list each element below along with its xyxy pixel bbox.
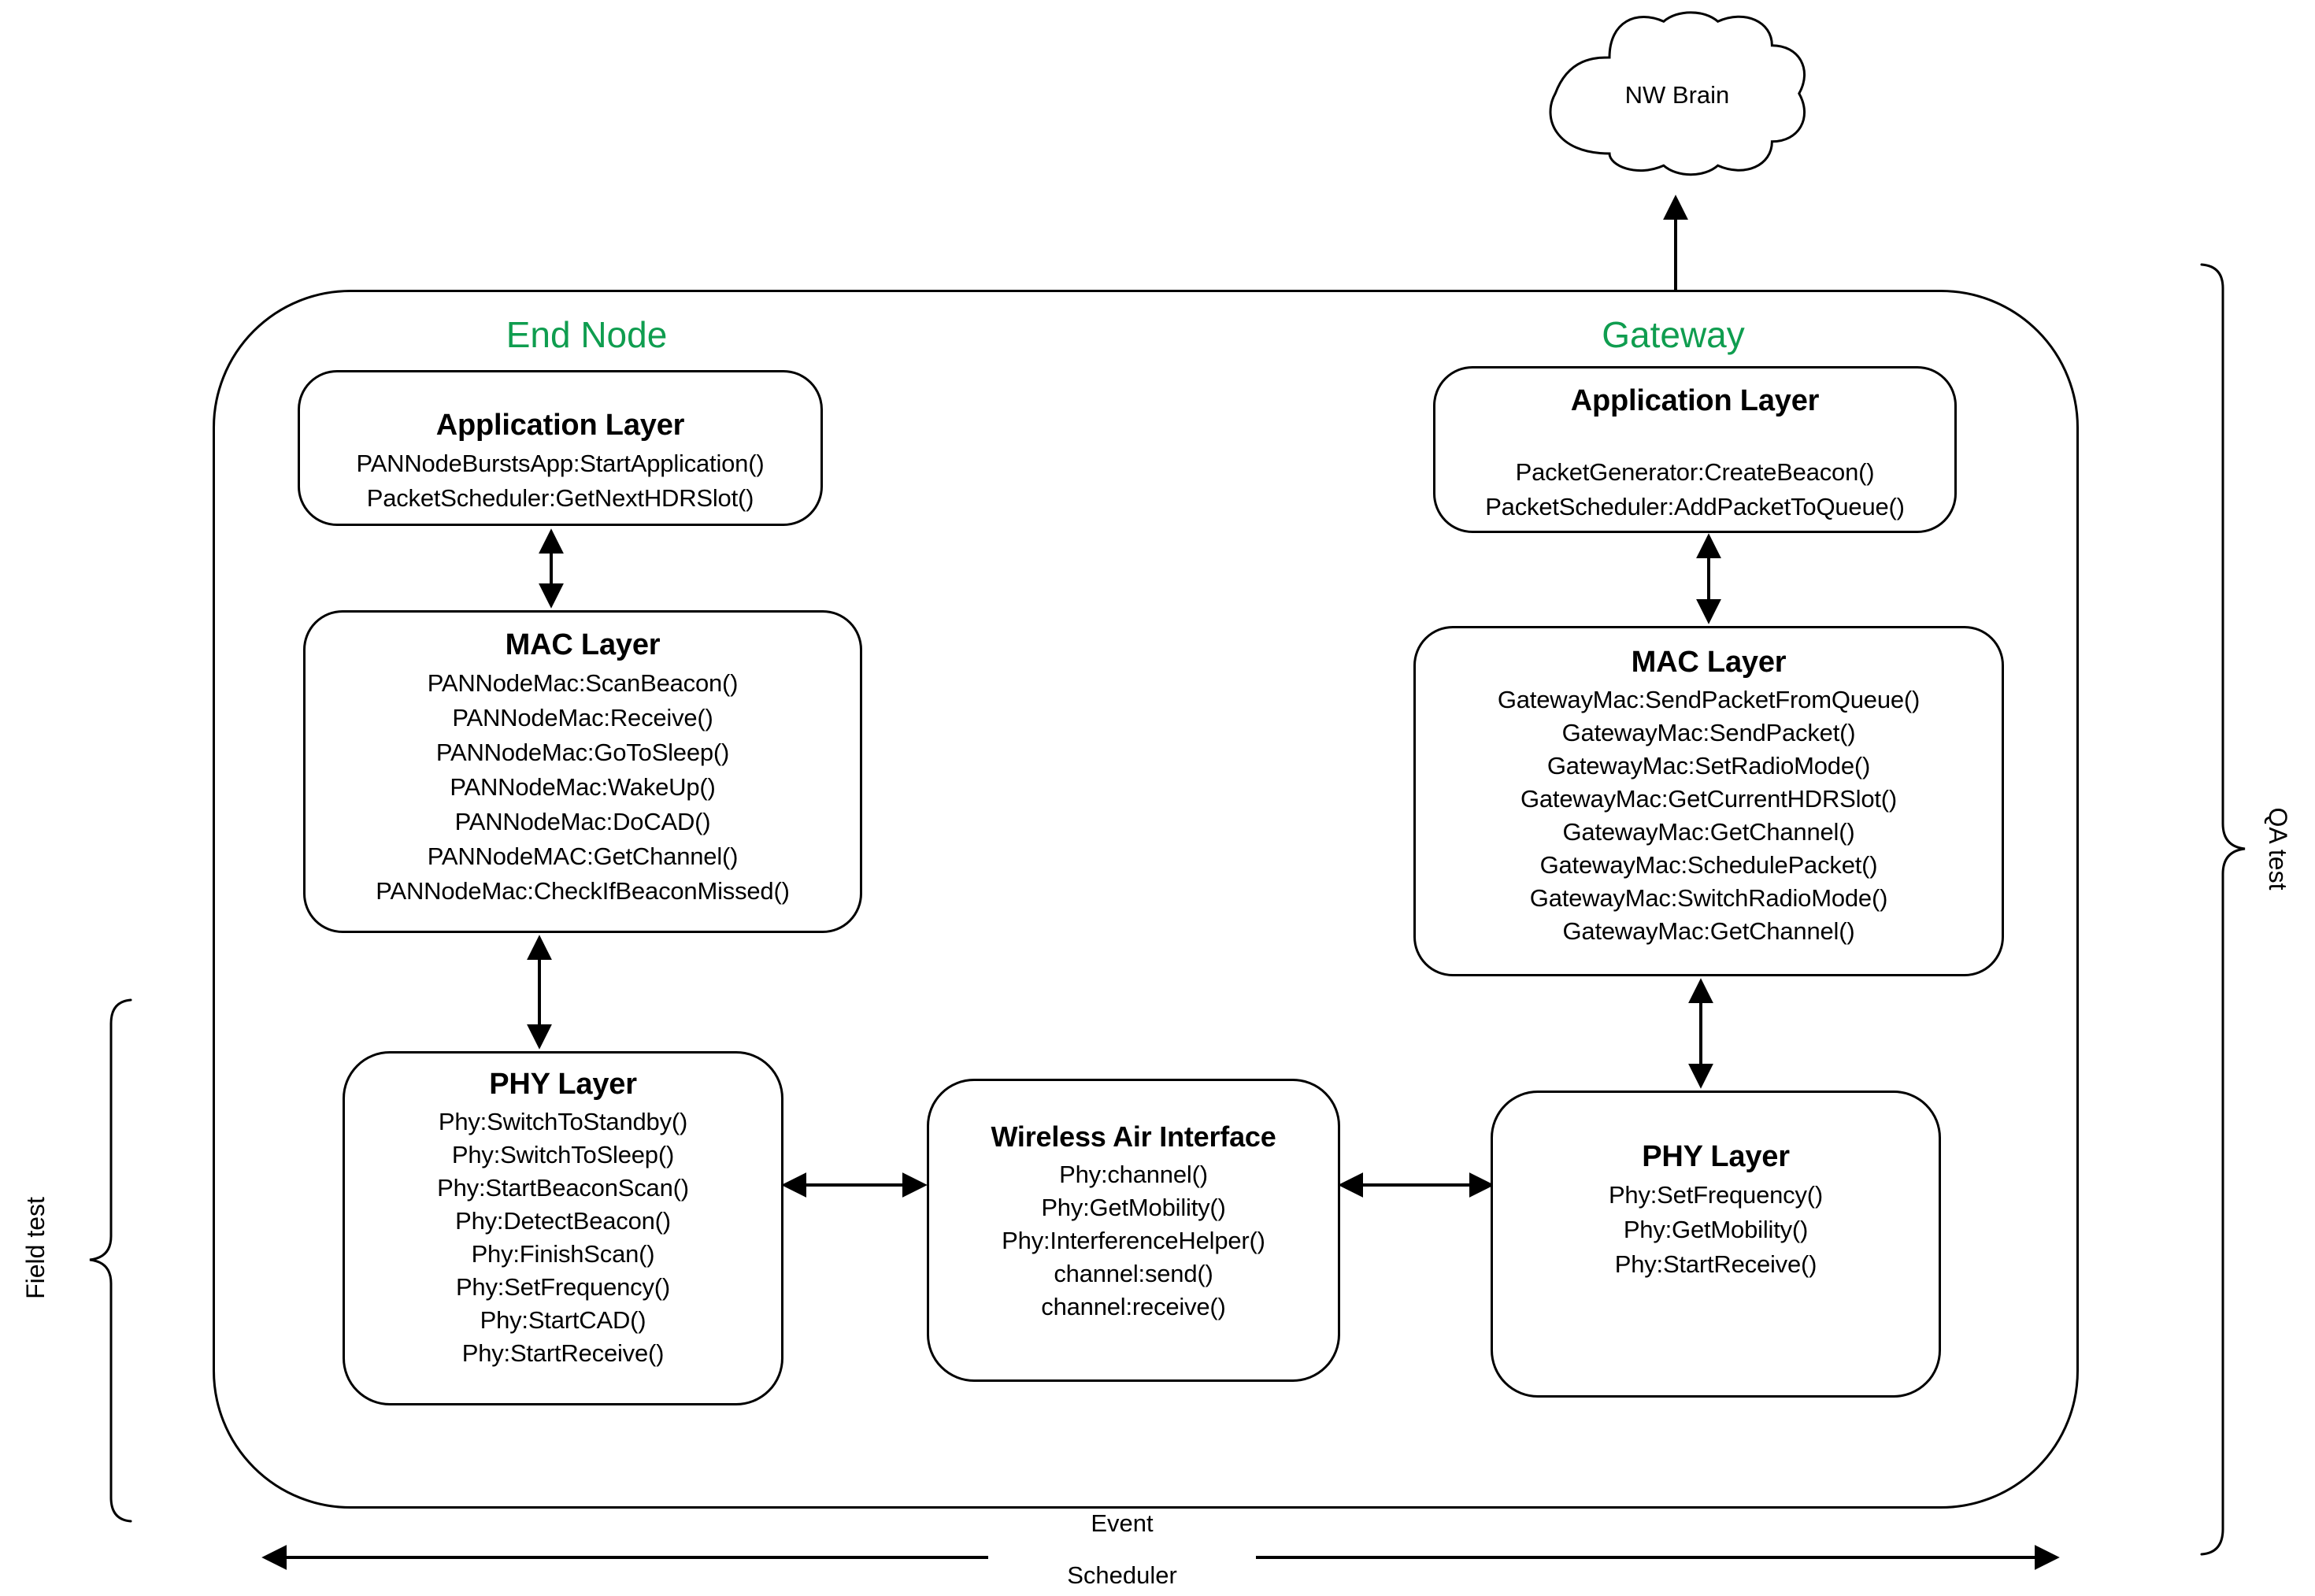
gateway-phy-line: Phy:StartReceive()	[1614, 1250, 1817, 1278]
air-interface-line: channel:receive()	[1041, 1293, 1226, 1320]
end-node-mac-line: PANNodeMac:ScanBeacon()	[427, 669, 739, 697]
qa-test-label: QA test	[2264, 807, 2292, 891]
end-node-app-line: PANNodeBurstsApp:StartApplication()	[356, 450, 765, 477]
end-node-app-line: PacketScheduler:GetNextHDRSlot()	[366, 484, 754, 512]
gateway-application-layer-title: Application Layer	[1570, 384, 1820, 417]
end-node-phy-line: Phy:StartReceive()	[461, 1339, 665, 1367]
gateway-mac-line: GatewayMac:SetRadioMode()	[1546, 752, 1871, 779]
gateway-mac-line: GatewayMac:SendPacketFromQueue()	[1497, 686, 1921, 713]
end-node-application-layer-box	[298, 370, 823, 526]
gateway-mac-line: GatewayMac:GetChannel()	[1562, 917, 1855, 945]
end-node-phy-line: Phy:StartBeaconScan()	[437, 1174, 689, 1202]
end-node-mac-layer-title: MAC Layer	[505, 628, 661, 661]
field-test-brace	[90, 1000, 131, 1521]
qa-test-brace	[2202, 265, 2245, 1554]
wireless-air-interface-box	[927, 1079, 1340, 1382]
end-node-phy-line: Phy:SwitchToSleep()	[451, 1141, 675, 1168]
gateway-mac-line: GatewayMac:SchedulePacket()	[1539, 851, 1878, 879]
end-node-mac-line: PANNodeMac:DoCAD()	[454, 808, 711, 835]
gateway-phy-line: Phy:GetMobility()	[1623, 1216, 1809, 1243]
gateway-app-line: PacketScheduler:AddPacketToQueue()	[1485, 493, 1905, 520]
end-node-label: End Node	[506, 314, 668, 355]
end-node-phy-layer-title: PHY Layer	[489, 1068, 637, 1101]
end-node-mac-line: PANNodeMac:Receive()	[452, 704, 713, 731]
gateway-mac-line: GatewayMac:GetChannel()	[1562, 818, 1855, 846]
gateway-label: Gateway	[1602, 314, 1745, 355]
event-scheduler-label-line2: Scheduler	[1067, 1561, 1177, 1589]
event-scheduler-label-line1: Event	[1091, 1509, 1154, 1537]
end-node-phy-line: Phy:SetFrequency()	[455, 1273, 671, 1301]
end-node-mac-line: PANNodeMAC:GetChannel()	[427, 842, 739, 870]
end-node-mac-line: PANNodeMac:CheckIfBeaconMissed()	[376, 877, 790, 905]
end-node-phy-line: Phy:DetectBeacon()	[455, 1207, 671, 1235]
end-node-phy-line: Phy:FinishScan()	[471, 1240, 655, 1268]
air-interface-line: Phy:InterferenceHelper()	[1002, 1227, 1265, 1254]
gateway-mac-line: GatewayMac:SendPacket()	[1561, 719, 1856, 746]
end-node-mac-line: PANNodeMac:GoToSleep()	[435, 739, 730, 766]
end-node-phy-line: Phy:SwitchToStandby()	[438, 1108, 688, 1135]
cloud-label: NW Brain	[1624, 81, 1730, 109]
gateway-phy-line: Phy:SetFrequency()	[1608, 1181, 1824, 1209]
end-node-mac-line: PANNodeMac:WakeUp()	[450, 773, 716, 801]
wireless-air-interface-title: Wireless Air Interface	[991, 1120, 1276, 1153]
end-node-mac-layer-box	[303, 610, 862, 933]
gateway-phy-layer-title: PHY Layer	[1642, 1140, 1790, 1173]
end-node-phy-layer-box	[343, 1051, 783, 1405]
gateway-application-layer-box	[1433, 366, 1957, 533]
end-node-application-layer-title: Application Layer	[435, 409, 685, 442]
air-interface-line: Phy:GetMobility()	[1041, 1194, 1226, 1221]
field-test-label: Field test	[21, 1197, 50, 1299]
gateway-mac-line: GatewayMac:SwitchRadioMode()	[1529, 884, 1888, 912]
gateway-mac-line: GatewayMac:GetCurrentHDRSlot()	[1520, 785, 1898, 813]
gateway-mac-layer-title: MAC Layer	[1631, 646, 1787, 679]
gateway-phy-layer-box	[1491, 1091, 1941, 1398]
end-node-phy-line: Phy:StartCAD()	[480, 1306, 646, 1334]
gateway-mac-layer-box	[1413, 626, 2004, 976]
air-interface-line: channel:send()	[1054, 1260, 1213, 1287]
gateway-app-line: PacketGenerator:CreateBeacon()	[1515, 458, 1875, 486]
air-interface-line: Phy:channel()	[1059, 1161, 1208, 1188]
